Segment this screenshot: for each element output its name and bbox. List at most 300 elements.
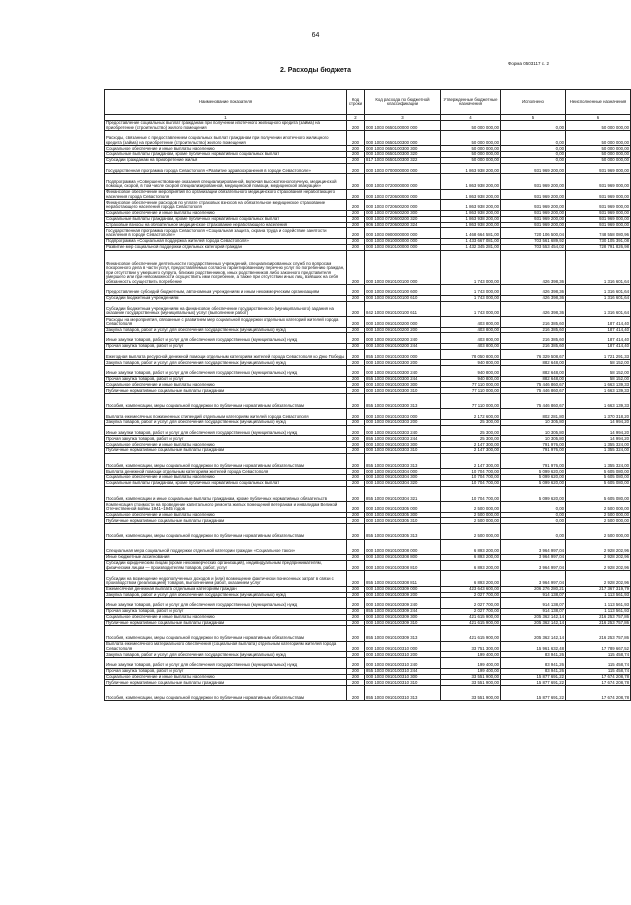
cell-name: Ежегодная выплата ресурсной денежной помощи отдельным категориям жителей города Севастополя ко Дню Победы [105, 349, 347, 360]
cell-approved: 6 893 200,00 [441, 554, 501, 560]
cell-name: Иные бюджетные ассигнования [105, 554, 347, 560]
cell-name: Закупка товаров, работ и услуг для обеспечения государственных (муниципальных) нужд [105, 652, 347, 658]
cell-kbk: 000 1003 0910100303 200 [365, 420, 441, 426]
cell-line-code: 200 [347, 174, 365, 189]
cell-approved: 6 893 200,00 [441, 571, 501, 586]
cell-line-code: 200 [347, 442, 365, 448]
cell-approved: 1 863 938 200,00 [441, 189, 501, 200]
cell-kbk: 000 1003 0910100308 000 [365, 539, 441, 554]
table-row [105, 163, 631, 174]
cell-executed: 802 281,80 [501, 409, 566, 420]
cell-kbk: 000 1003 0720600000 000 [365, 189, 441, 200]
cell-kbk: 000 1003 0910100300 240 [365, 366, 441, 377]
cell-kbk: 855 1003 0910100305 313 [365, 524, 441, 539]
cell-name: Расходы на мероприятия, связанные с развитием мер социальной поддержки отдельных категорий жителей города Севастополя [105, 316, 347, 327]
cell-unexecuted: 217 367 319,79 [566, 586, 631, 592]
cell-executed: 15 961 632,48 [501, 641, 566, 652]
cell-line-code: 200 [347, 560, 365, 571]
colnum-1: 1 [105, 115, 347, 121]
cell-line-code: 200 [347, 641, 365, 652]
cell-line-code: 200 [347, 146, 365, 152]
cell-executed: 15 877 691,22 [501, 674, 566, 680]
cell-name: Публичные нормативные социальные выплаты гражданам [105, 518, 347, 524]
cell-name: Прочая закупка товаров, работ и услуг [105, 376, 347, 382]
cell-name: Государственная программа города Севастополя «Развитие здравоохранения в городе Севастополе» [105, 163, 347, 174]
cell-executed: 0,00 [501, 146, 566, 152]
cell-unexecuted: 115 458,74 [566, 652, 631, 658]
cell-name: Пособия, компенсации и иные социальные выплаты гражданам, кроме публичных нормативных обязательств [105, 486, 347, 501]
cell-unexecuted: 58 152,00 [566, 376, 631, 382]
cell-kbk: 000 1003 0910100100 600 [365, 285, 441, 296]
cell-name: Развитие мер социальной поддержки отдельных категорий граждан [105, 244, 347, 250]
cell-unexecuted: 17 674 208,78 [566, 674, 631, 680]
table-row [105, 200, 631, 211]
cell-unexecuted: 17 789 667,52 [566, 641, 631, 652]
cell-name: Социальное обеспечение и иные выплаты населению [105, 512, 347, 518]
cell-executed: 914 138,07 [501, 598, 566, 609]
cell-executed: 931 969 200,00 [501, 174, 566, 189]
table-row [105, 174, 631, 189]
cell-unexecuted: 187 414,40 [566, 333, 631, 344]
cell-kbk: 000 1003 0650100300 000 [365, 131, 441, 146]
cell-line-code: 200 [347, 376, 365, 382]
cell-unexecuted: 5 605 080,00 [566, 469, 631, 475]
cell-kbk: 000 1003 0910100303 000 [365, 409, 441, 420]
cell-unexecuted: 14 994,20 [566, 420, 631, 426]
cell-line-code: 200 [347, 343, 365, 349]
table-row [105, 316, 631, 327]
table-row [105, 189, 631, 200]
cell-approved: 403 800,00 [441, 327, 501, 333]
cell-unexecuted: 1 316 601,64 [566, 250, 631, 285]
cell-executed: 703 561 689,92 [501, 238, 566, 244]
cell-kbk: 817 1003 0650100300 322 [365, 157, 441, 163]
table-row [105, 327, 631, 333]
cell-unexecuted: 58 152,00 [566, 366, 631, 377]
cell-executed: 882 648,00 [501, 376, 566, 382]
cell-unexecuted: 931 969 000,00 [566, 210, 631, 216]
table-row [105, 560, 631, 571]
cell-name: Прочая закупка товаров, работ и услуг [105, 436, 347, 442]
cell-approved: 1 863 938 200,00 [441, 163, 501, 174]
cell-line-code: 200 [347, 626, 365, 641]
cell-unexecuted: 187 414,40 [566, 316, 631, 327]
cell-unexecuted: 58 152,00 [566, 360, 631, 366]
cell-line-code: 200 [347, 409, 365, 420]
cell-unexecuted: 2 928 202,96 [566, 571, 631, 586]
cell-approved: 10 704 700,00 [441, 475, 501, 481]
cell-executed: 10 305,80 [501, 425, 566, 436]
cell-executed: 426 398,36 [501, 285, 566, 296]
cell-executed: 5 099 620,00 [501, 486, 566, 501]
cell-kbk: 000 1003 0910100308 800 [365, 554, 441, 560]
table-row [105, 592, 631, 598]
cell-name: Финансовое обеспечение мероприятий по организации обязательного медицинского страхования неработающего населения города Севастополя [105, 189, 347, 200]
cell-kbk: 842 1003 0910100100 611 [365, 301, 441, 316]
cell-name: Предоставление социальных выплат гражданам при получении ипотечного жилищного кредита (займа) на приобретение (строительство) жилого помещения [105, 121, 347, 131]
cell-line-code: 200 [347, 436, 365, 442]
table-row [105, 222, 631, 228]
cell-kbk: 000 1003 0910100310 300 [365, 674, 441, 680]
cell-kbk: 855 1003 0910100300 244 [365, 376, 441, 382]
cell-unexecuted: 187 414,40 [566, 327, 631, 333]
cell-executed: 206 276 280,21 [501, 586, 566, 592]
cell-approved: 2 027 700,00 [441, 592, 501, 598]
cell-executed: 703 553 454,02 [501, 244, 566, 250]
table-row [105, 228, 631, 239]
cell-approved: 6 893 200,00 [441, 539, 501, 554]
cell-approved: 2 147 300,00 [441, 442, 501, 448]
cell-executed: 5 099 620,00 [501, 475, 566, 481]
header-kbk: Код расхода по бюджетной классификации [365, 90, 441, 115]
cell-approved: 199 400,00 [441, 652, 501, 658]
cell-executed: 3 964 997,04 [501, 571, 566, 586]
cell-kbk: 000 1003 0910000000 000 [365, 238, 441, 244]
cell-executed: 0,00 [501, 502, 566, 513]
cell-executed: 882 648,00 [501, 360, 566, 366]
cell-name: Пособия, компенсации, меры социальной поддержки по публичным нормативным обязательствам [105, 524, 347, 539]
cell-unexecuted: 931 969 000,00 [566, 222, 631, 228]
cell-unexecuted: 2 928 202,96 [566, 560, 631, 571]
cell-executed: 10 305,80 [501, 436, 566, 442]
table-row [105, 360, 631, 366]
cell-approved: 940 800,00 [441, 376, 501, 382]
cell-kbk: 855 1003 0910100308 811 [365, 571, 441, 586]
cell-line-code: 200 [347, 658, 365, 669]
cell-unexecuted: 1 316 601,64 [566, 301, 631, 316]
cell-approved: 940 800,00 [441, 360, 501, 366]
cell-unexecuted: 748 558 080,96 [566, 228, 631, 239]
cell-kbk: 000 1003 0910100310 000 [365, 641, 441, 652]
cell-executed: 83 941,26 [501, 668, 566, 674]
cell-line-code: 200 [347, 652, 365, 658]
table-row [105, 131, 631, 146]
cell-name: Публичные нормативные социальные выплаты гражданам [105, 680, 347, 686]
cell-kbk: 000 1003 0910100310 200 [365, 652, 441, 658]
cell-line-code: 200 [347, 480, 365, 486]
cell-line-code: 200 [347, 244, 365, 250]
cell-kbk: 000 1003 0720600200 320 [365, 216, 441, 222]
header-unexecuted: Неисполненные назначения [566, 90, 631, 115]
cell-kbk: 000 1003 0910100309 200 [365, 592, 441, 598]
cell-approved: 77 110 000,00 [441, 382, 501, 388]
cell-kbk: 000 1003 0720600200 000 [365, 200, 441, 211]
cell-executed: 0,00 [501, 518, 566, 524]
cell-approved: 421 615 900,00 [441, 614, 501, 620]
cell-approved: 1 863 938 200,00 [441, 222, 501, 228]
cell-unexecuted: 1 663 139,33 [566, 394, 631, 409]
cell-executed: 3 964 997,04 [501, 554, 566, 560]
cell-kbk: 000 1003 0650100300 300 [365, 146, 441, 152]
cell-executed: 931 969 200,00 [501, 189, 566, 200]
cell-approved: 2 500 000,00 [441, 512, 501, 518]
cell-kbk: 855 1003 0910100309 313 [365, 626, 441, 641]
cell-approved: 1 863 938 200,00 [441, 200, 501, 211]
table-row [105, 480, 631, 486]
cell-line-code: 200 [347, 295, 365, 301]
table-row [105, 586, 631, 592]
table-row [105, 216, 631, 222]
cell-kbk: 000 1003 0910100200 000 [365, 316, 441, 327]
cell-name: Публичные нормативные социальные выплаты гражданам [105, 388, 347, 394]
cell-unexecuted: 1 721 291,33 [566, 349, 631, 360]
cell-name: Пособия, компенсации, меры социальной поддержки по публичным нормативным обязательствам [105, 686, 347, 701]
cell-kbk: 000 1003 0910100200 200 [365, 327, 441, 333]
cell-kbk: 000 1003 0700000000 000 [365, 163, 441, 174]
cell-executed: 3 964 997,04 [501, 539, 566, 554]
cell-line-code: 200 [347, 524, 365, 539]
cell-name: Специальная мера социальной поддержки отдельной категории граждан «Социальное такси» [105, 539, 347, 554]
cell-approved: 10 704 700,00 [441, 469, 501, 475]
cell-name: Пособия, компенсации, меры социальной поддержки по публичным нормативным обязательствам [105, 453, 347, 468]
cell-kbk: 855 1003 0910100310 244 [365, 668, 441, 674]
cell-unexecuted: 5 605 080,00 [566, 475, 631, 481]
cell-unexecuted: 115 458,74 [566, 658, 631, 669]
cell-line-code: 200 [347, 486, 365, 501]
cell-line-code: 200 [347, 285, 365, 296]
cell-approved: 50 000 000,00 [441, 157, 501, 163]
cell-line-code: 200 [347, 475, 365, 481]
cell-name: Иные закупки товаров, работ и услуг для обеспечения государственных (муниципальных) нужд [105, 598, 347, 609]
cell-line-code: 200 [347, 366, 365, 377]
cell-name: Социальное обеспечение и иные выплаты населению [105, 382, 347, 388]
cell-line-code: 200 [347, 586, 365, 592]
cell-name: Социальное обеспечение и иные выплаты населению [105, 442, 347, 448]
table-row [105, 658, 631, 669]
cell-approved: 1 468 664 581,00 [441, 228, 501, 239]
cell-name: Государственная программа города Севастополя «Социальная защита, охрана труда и содействие занятости населения в городе Севастополе» [105, 228, 347, 239]
cell-name: Расходы, связанные с предоставлением социальных выплат гражданам при получении ипотечного жилищного кредита (займа) на приобретение (строительство) жилого помещения [105, 131, 347, 146]
cell-executed: 0,00 [501, 524, 566, 539]
cell-name: Выплата ежемесячного материального обеспечения (социальная выплата) отдельным категориям жителей города Севастополя [105, 641, 347, 652]
cell-line-code: 200 [347, 250, 365, 285]
cell-name: Прочая закупка товаров, работ и услуг [105, 668, 347, 674]
cell-unexecuted: 17 674 208,78 [566, 680, 631, 686]
cell-unexecuted: 50 000 000,00 [566, 157, 631, 163]
cell-executed: 76 329 508,67 [501, 349, 566, 360]
cell-approved: 1 863 938 200,00 [441, 174, 501, 189]
cell-executed: 3 964 997,04 [501, 560, 566, 571]
cell-line-code: 200 [347, 222, 365, 228]
cell-line-code: 200 [347, 598, 365, 609]
cell-line-code: 200 [347, 518, 365, 524]
table-row [105, 382, 631, 388]
cell-kbk: 000 1003 0910100308 810 [365, 560, 441, 571]
cell-approved: 50 000 000,00 [441, 152, 501, 158]
cell-name: Ежемесячная денежная выплата отдельным категориям граждан [105, 586, 347, 592]
cell-kbk: 855 1003 0910100300 000 [365, 349, 441, 360]
colnum-6: 6 [566, 115, 631, 121]
cell-kbk: 000 1003 0910100303 310 [365, 448, 441, 454]
cell-approved: 1 433 667 081,00 [441, 238, 501, 244]
cell-unexecuted: 14 994,20 [566, 425, 631, 436]
cell-executed: 931 969 200,00 [501, 216, 566, 222]
table-row [105, 524, 631, 539]
cell-name: Социальное обеспечение и иные выплаты населению [105, 674, 347, 680]
cell-kbk: 000 1003 0910100303 240 [365, 425, 441, 436]
cell-executed: 216 385,60 [501, 343, 566, 349]
cell-unexecuted: 1 663 139,33 [566, 388, 631, 394]
cell-name: Выплата ежемесячных пожизненных стипендий отдельным категориям жителей города Севастополя [105, 409, 347, 420]
cell-executed: 426 398,36 [501, 295, 566, 301]
cell-approved: 33 751 300,00 [441, 641, 501, 652]
cell-line-code: 200 [347, 333, 365, 344]
cell-name: Иные закупки товаров, работ и услуг для обеспечения государственных (муниципальных) нужд [105, 425, 347, 436]
cell-line-code: 200 [347, 453, 365, 468]
cell-unexecuted: 1 663 139,33 [566, 382, 631, 388]
cell-executed: 205 362 142,14 [501, 620, 566, 626]
cell-unexecuted: 17 674 208,78 [566, 686, 631, 701]
cell-approved: 50 000 000,00 [441, 121, 501, 131]
cell-kbk: 000 1003 0910100300 300 [365, 382, 441, 388]
cell-approved: 33 551 900,00 [441, 674, 501, 680]
cell-executed: 205 362 142,14 [501, 614, 566, 620]
table-row [105, 121, 631, 131]
cell-kbk: 855 1003 0910100310 313 [365, 686, 441, 701]
cell-kbk: 906 1003 0720600200 324 [365, 222, 441, 228]
cell-kbk: 855 1003 0910100303 244 [365, 436, 441, 442]
table-row [105, 598, 631, 609]
table-row [105, 674, 631, 680]
header-line-code: Код строки [347, 90, 365, 115]
table-row [105, 250, 631, 285]
cell-unexecuted: 50 000 000,00 [566, 146, 631, 152]
cell-approved: 2 027 700,00 [441, 608, 501, 614]
cell-unexecuted: 115 458,74 [566, 668, 631, 674]
cell-name: Финансовое обеспечение расходов по уплате страховых взносов на обязательное медицинское страхование неработающего населения города Севастополя [105, 200, 347, 211]
table-row [105, 486, 631, 501]
table-row [105, 571, 631, 586]
cell-kbk: 000 1003 0910100309 240 [365, 598, 441, 609]
cell-name: Прочая закупка товаров, работ и услуг [105, 608, 347, 614]
cell-name: Закупка товаров, работ и услуг для обеспечения государственных (муниципальных) нужд [105, 592, 347, 598]
cell-line-code: 200 [347, 420, 365, 426]
cell-line-code: 200 [347, 539, 365, 554]
cell-kbk: 000 1003 0910100000 000 [365, 244, 441, 250]
cell-approved: 25 300,00 [441, 420, 501, 426]
cell-unexecuted: 931 969 000,00 [566, 189, 631, 200]
cell-executed: 0,00 [501, 131, 566, 146]
table-body [105, 121, 631, 701]
cell-line-code: 200 [347, 157, 365, 163]
table-row [105, 502, 631, 513]
cell-executed: 791 976,00 [501, 442, 566, 448]
cell-kbk: 000 1003 0910100305 300 [365, 512, 441, 518]
cell-name: Иные закупки товаров, работ и услуг для обеспечения государственных (муниципальных) нужд [105, 333, 347, 344]
cell-kbk: 000 1003 0910100304 320 [365, 480, 441, 486]
cell-name: Страховые взносы на обязательное медицинское страхование неработающего населения [105, 222, 347, 228]
expenditure-table [104, 89, 631, 701]
cell-executed: 914 138,07 [501, 592, 566, 598]
cell-approved: 1 432 345 281,00 [441, 244, 501, 250]
cell-name: Компенсация стоимости на проведение капитального ремонта жилых помещений ветеранам и инвалидам Великой Отечественной войны 1941–1945 годов [105, 502, 347, 513]
cell-approved: 2 500 000,00 [441, 518, 501, 524]
cell-unexecuted: 931 969 000,00 [566, 174, 631, 189]
table-row [105, 349, 631, 360]
cell-kbk: 000 1003 0910100310 240 [365, 658, 441, 669]
cell-line-code: 200 [347, 200, 365, 211]
cell-unexecuted: 1 113 561,93 [566, 598, 631, 609]
cell-line-code: 200 [347, 592, 365, 598]
table-row [105, 614, 631, 620]
cell-name: Подпрограмма «Социальная поддержка жителей города Севастополя» [105, 238, 347, 244]
cell-executed: 5 099 620,00 [501, 469, 566, 475]
cell-approved: 199 400,00 [441, 668, 501, 674]
table-row [105, 388, 631, 394]
cell-line-code: 200 [347, 163, 365, 174]
cell-approved: 199 400,00 [441, 658, 501, 669]
cell-name: Выплата денежной помощи отдельным категориям жителей города Севастополя [105, 469, 347, 475]
cell-name: Социальное обеспечение и иные выплаты населению [105, 146, 347, 152]
cell-line-code: 200 [347, 388, 365, 394]
cell-line-code: 200 [347, 554, 365, 560]
cell-unexecuted: 187 414,40 [566, 343, 631, 349]
table-row [105, 366, 631, 377]
cell-kbk: 000 1003 0910100100 610 [365, 295, 441, 301]
cell-kbk: 000 1003 0650100000 000 [365, 121, 441, 131]
table-row [105, 641, 631, 652]
cell-line-code: 200 [347, 382, 365, 388]
cell-unexecuted: 5 605 080,00 [566, 486, 631, 501]
cell-line-code: 200 [347, 571, 365, 586]
cell-approved: 2 147 300,00 [441, 448, 501, 454]
cell-executed: 931 969 200,00 [501, 200, 566, 211]
cell-executed: 882 648,00 [501, 366, 566, 377]
cell-executed: 931 969 200,00 [501, 163, 566, 174]
cell-executed: 75 446 860,67 [501, 394, 566, 409]
colnum-4: 4 [441, 115, 501, 121]
table-row [105, 394, 631, 409]
table-row [105, 448, 631, 454]
cell-executed: 15 877 691,22 [501, 680, 566, 686]
cell-unexecuted: 931 969 000,00 [566, 163, 631, 174]
cell-unexecuted: 50 000 000,00 [566, 152, 631, 158]
cell-kbk: 000 1003 0910100305 000 [365, 502, 441, 513]
cell-name: Прочая закупка товаров, работ и услуг [105, 343, 347, 349]
cell-name: Субсидии юридическим лицам (кроме некоммерческих организаций), индивидуальным предпринимателям, физическим лицам — производителям товаров, работ, услуг [105, 560, 347, 571]
cell-unexecuted: 1 355 324,00 [566, 442, 631, 448]
cell-unexecuted: 14 994,20 [566, 436, 631, 442]
page-number: 64 [311, 32, 320, 39]
table-row [105, 620, 631, 626]
cell-name: Субсидии гражданам на приобретение жилья [105, 157, 347, 163]
cell-line-code: 200 [347, 228, 365, 239]
colnum-2: 2 [347, 115, 365, 121]
cell-line-code: 200 [347, 327, 365, 333]
cell-approved: 1 863 938 200,00 [441, 210, 501, 216]
cell-approved: 1 743 000,00 [441, 301, 501, 316]
cell-kbk: 000 1003 0910100200 240 [365, 333, 441, 344]
cell-executed: 83 941,26 [501, 658, 566, 669]
cell-kbk: 000 1003 0910100300 200 [365, 360, 441, 366]
table-row [105, 301, 631, 316]
cell-line-code: 200 [347, 349, 365, 360]
table-header-row [105, 90, 631, 115]
cell-executed: 931 969 200,00 [501, 210, 566, 216]
cell-unexecuted: 2 500 000,00 [566, 518, 631, 524]
cell-line-code: 200 [347, 608, 365, 614]
cell-name: Предоставление субсидий бюджетным, автономным учреждениям и иным некоммерческим организациям [105, 285, 347, 296]
cell-name: Субсидии бюджетным учреждениям на финансовое обеспечение государственного (муниципального) задания на оказание государственных (муниципальных) услуг (выполнение работ) [105, 301, 347, 316]
cell-executed: 10 305,80 [501, 420, 566, 426]
cell-approved: 2 027 700,00 [441, 598, 501, 609]
cell-approved: 421 615 900,00 [441, 626, 501, 641]
cell-executed: 0,00 [501, 121, 566, 131]
header-executed: Исполнено [501, 90, 566, 115]
form-label: Форма 0503117 с. 2 [508, 61, 549, 66]
cell-line-code: 200 [347, 210, 365, 216]
cell-executed: 0,00 [501, 152, 566, 158]
